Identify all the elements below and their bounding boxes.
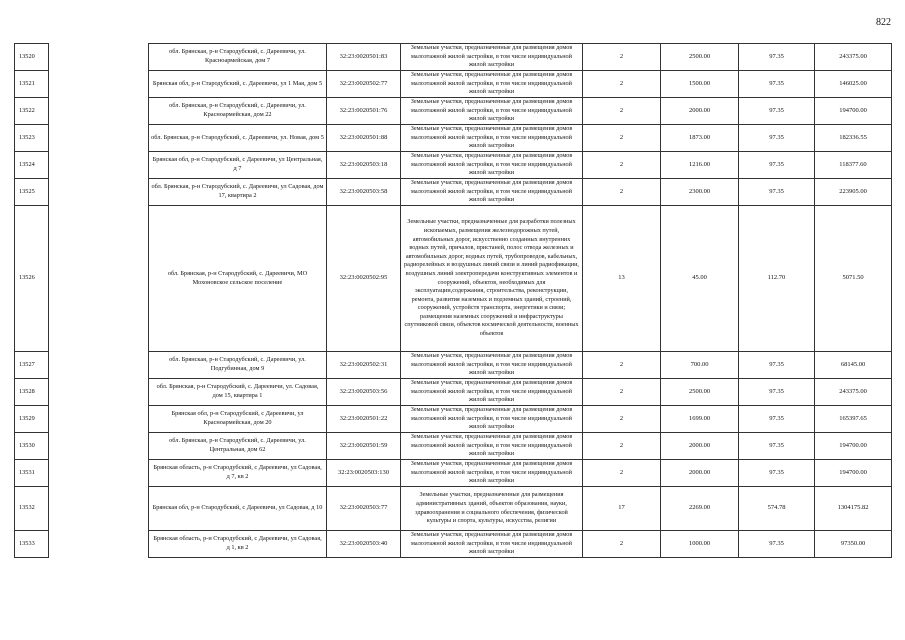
address-cell: обл. Брянская, р-н Стародубский, с. Дареевичи, ул. Новая, дом 5 <box>149 125 327 152</box>
cadastral-value-cell: 243375.00 <box>815 379 892 406</box>
empty-cell <box>49 44 149 71</box>
cadastral-value-cell: 5071.50 <box>815 206 892 352</box>
table-row <box>15 433 892 460</box>
group-cell: 2 <box>583 460 661 487</box>
area-cell: 2500.00 <box>661 379 739 406</box>
specific-value-cell: 97.35 <box>739 152 815 179</box>
table-row <box>15 44 892 71</box>
area-cell: 1699.00 <box>661 406 739 433</box>
table-row <box>15 206 892 352</box>
address-cell: обл. Брянская, р-н Стародубский, с. Дареевичи, ул. Красноармейская, дом 7 <box>149 44 327 71</box>
table-row <box>15 487 892 531</box>
specific-value-cell: 97.35 <box>739 44 815 71</box>
area-cell: 1873.00 <box>661 125 739 152</box>
area-cell: 2500.00 <box>661 44 739 71</box>
row-number: 13529 <box>15 406 49 433</box>
land-use-cell: Земельные участки, предназначенные для размещения домов малоэтажной жилой застройки, в том числе индивидуальной жилой застройки <box>401 179 583 206</box>
row-number: 13522 <box>15 98 49 125</box>
row-number: 13524 <box>15 152 49 179</box>
land-use-cell: Земельные участки, предназначенные для разработки полезных ископаемых, размещения железнодорожных путей, автомобильных дорог, искусственно созданных внутренних водных путей, причалов, пристаней, полос отвода железных и автомобильных дорог, водных путей, трубопроводов, кабельных, радиорелейных и воздушных линий связи и линий радиофикации, воздушных линий электропередачи конструктивных элементов и сооружений, объектов, необходимых для эксплуатации,содержания, строительства, реконструкции, ремонта, развития наземных и подземных зданий, строений, сооружений, устройств транспорта, энергетики и связи; размещения наземных сооружений и инфраструктуры спутниковой связи, объектов космической деятельности, военных объектов <box>401 206 583 352</box>
row-number: 13531 <box>15 460 49 487</box>
address-cell: Брянская область, р-н Стародубский, с Дареевичи, ул Садовая, д 7, кв 2 <box>149 460 327 487</box>
group-cell: 2 <box>583 71 661 98</box>
cadastral-number-cell: 32:23:0020501:83 <box>327 44 401 71</box>
empty-cell <box>49 487 149 531</box>
area-cell: 2300.00 <box>661 179 739 206</box>
address-cell: обл. Брянская, р-н Стародубский, с. Дареевичи, ул Садовая, дом 17, квартира 2 <box>149 179 327 206</box>
table-row <box>15 179 892 206</box>
table-row <box>15 98 892 125</box>
row-number: 13521 <box>15 71 49 98</box>
address-cell: Брянская обл, р-н Стародубский, с Дареевичи, ул Центральная, д 7 <box>149 152 327 179</box>
specific-value-cell: 97.35 <box>739 406 815 433</box>
group-cell: 2 <box>583 98 661 125</box>
specific-value-cell: 97.35 <box>739 179 815 206</box>
land-use-cell: Земельные участки, предназначенные для размещения домов малоэтажной жилой застройки, в том числе индивидуальной жилой застройки <box>401 352 583 379</box>
cadastral-value-cell: 194700.00 <box>815 433 892 460</box>
row-number: 13525 <box>15 179 49 206</box>
cadastral-number-cell: 32:23:0020503:77 <box>327 487 401 531</box>
table-row <box>15 460 892 487</box>
cadastral-number-cell: 32:23:0020503:18 <box>327 152 401 179</box>
empty-cell <box>49 125 149 152</box>
empty-cell <box>49 152 149 179</box>
cadastral-number-cell: 32:23:0020501:76 <box>327 98 401 125</box>
area-cell: 1216.00 <box>661 152 739 179</box>
land-use-cell: Земельные участки, предназначенные для размещения домов малоэтажной жилой застройки, в том числе индивидуальной жилой застройки <box>401 531 583 558</box>
specific-value-cell: 97.35 <box>739 379 815 406</box>
address-cell: Брянская обл, р-н Стародубский, с Дареевичи, ул Красноармейская, дом 20 <box>149 406 327 433</box>
empty-cell <box>49 379 149 406</box>
cadastral-value-cell: 118377.60 <box>815 152 892 179</box>
area-cell: 1000.00 <box>661 531 739 558</box>
row-number: 13527 <box>15 352 49 379</box>
specific-value-cell: 97.35 <box>739 125 815 152</box>
specific-value-cell: 97.35 <box>739 71 815 98</box>
cadastral-number-cell: 32:23:0020503:56 <box>327 379 401 406</box>
land-use-cell: Земельные участки, предназначенные для размещения домов малоэтажной жилой застройки, в том числе индивидуальной жилой застройки <box>401 44 583 71</box>
group-cell: 2 <box>583 44 661 71</box>
row-number: 13523 <box>15 125 49 152</box>
land-use-cell: Земельные участки, предназначенные для размещения домов малоэтажной жилой застройки, в том числе индивидуальной жилой застройки <box>401 125 583 152</box>
address-cell: Брянская обл, р-н Стародубский, с Дареевичи, ул Садовая, д 10 <box>149 487 327 531</box>
specific-value-cell: 97.35 <box>739 352 815 379</box>
empty-cell <box>49 352 149 379</box>
table-row <box>15 71 892 98</box>
cadastral-number-cell: 32:23:0020501:22 <box>327 406 401 433</box>
specific-value-cell: 97.35 <box>739 460 815 487</box>
group-cell: 2 <box>583 531 661 558</box>
cadastral-value-cell: 194700.00 <box>815 98 892 125</box>
cadastral-number-cell: 32:23:0020501:88 <box>327 125 401 152</box>
page-number: 822 <box>876 17 891 28</box>
cadastral-number-cell: 32:23:0020502:77 <box>327 71 401 98</box>
empty-cell <box>49 179 149 206</box>
address-cell: Брянская область, р-н Стародубский, с Дареевичи, ул Садовая, д 1, кв 2 <box>149 531 327 558</box>
cadastral-number-cell: 32:23:0020503:130 <box>327 460 401 487</box>
row-number: 13530 <box>15 433 49 460</box>
land-use-cell: Земельные участки, предназначенные для размещения домов малоэтажной жилой застройки, в том числе индивидуальной жилой застройки <box>401 152 583 179</box>
address-cell: обл. Брянская, р-н Стародубский, с. Дареевичи, ул. Красноармейская, дом 22 <box>149 98 327 125</box>
address-cell: Брянская обл, р-н Стародубский, с. Дареевичи, ул 1 Мая, дом 5 <box>149 71 327 98</box>
empty-cell <box>49 460 149 487</box>
address-cell: обл. Брянская, р-н Стародубский, с. Дареевичи, МО Мохоновское сельское поселение <box>149 206 327 352</box>
table-row <box>15 152 892 179</box>
address-cell: обл. Брянская, р-н Стародубский, с. Дареевичи, ул. Садовая, дом 15, квартира 1 <box>149 379 327 406</box>
cadastral-value-cell: 243375.00 <box>815 44 892 71</box>
table-row <box>15 406 892 433</box>
area-cell: 2000.00 <box>661 433 739 460</box>
table-row <box>15 379 892 406</box>
cadastral-value-cell: 68145.00 <box>815 352 892 379</box>
empty-cell <box>49 406 149 433</box>
row-number: 13526 <box>15 206 49 352</box>
group-cell: 2 <box>583 352 661 379</box>
area-cell: 1500.00 <box>661 71 739 98</box>
cadastral-value-cell: 223905.00 <box>815 179 892 206</box>
cadastral-value-cell: 182336.55 <box>815 125 892 152</box>
group-cell: 2 <box>583 379 661 406</box>
group-cell: 2 <box>583 152 661 179</box>
row-number: 13533 <box>15 531 49 558</box>
table-row <box>15 531 892 558</box>
group-cell: 13 <box>583 206 661 352</box>
land-use-cell: Земельные участки, предназначенные для размещения домов малоэтажной жилой застройки, в том числе индивидуальной жилой застройки <box>401 71 583 98</box>
specific-value-cell: 97.35 <box>739 98 815 125</box>
cadastral-number-cell: 32:23:0020503:40 <box>327 531 401 558</box>
cadastral-number-cell: 32:23:0020502:95 <box>327 206 401 352</box>
address-cell: обл. Брянская, р-н Стародубский, с. Дареевичи, ул. Центральная, дом 62 <box>149 433 327 460</box>
area-cell: 700.00 <box>661 352 739 379</box>
group-cell: 2 <box>583 125 661 152</box>
specific-value-cell: 97.35 <box>739 433 815 460</box>
land-use-cell: Земельные участки, предназначенные для размещения домов малоэтажной жилой застройки, в том числе индивидуальной жилой застройки <box>401 460 583 487</box>
land-use-cell: Земельные участки, предназначенные для размещения домов малоэтажной жилой застройки, в том числе индивидуальной жилой застройки <box>401 433 583 460</box>
cadastral-number-cell: 32:23:0020501:59 <box>327 433 401 460</box>
land-use-cell: Земельные участки, предназначенные для размещения домов малоэтажной жилой застройки, в том числе индивидуальной жилой застройки <box>401 406 583 433</box>
land-use-cell: Земельные участки, предназначенные для размещения домов малоэтажной жилой застройки, в том числе индивидуальной жилой застройки <box>401 379 583 406</box>
table-row <box>15 352 892 379</box>
land-use-cell: Земельные участки, предназначенные для размещения административных зданий, объектов образования, науки, здравоохранения и социального обеспечения, физической культуры и спорта, культуры, искусства, религии <box>401 487 583 531</box>
table-body <box>15 44 892 558</box>
row-number: 13520 <box>15 44 49 71</box>
row-number: 13528 <box>15 379 49 406</box>
empty-cell <box>49 71 149 98</box>
cadastral-number-cell: 32:23:0020503:58 <box>327 179 401 206</box>
specific-value-cell: 574.78 <box>739 487 815 531</box>
address-cell: обл. Брянская, р-н Стародубский, с. Дареевичи, ул. Подгубинная, дом 9 <box>149 352 327 379</box>
land-plots-table <box>14 43 892 558</box>
group-cell: 2 <box>583 179 661 206</box>
cadastral-value-cell: 97350.00 <box>815 531 892 558</box>
area-cell: 2000.00 <box>661 460 739 487</box>
group-cell: 17 <box>583 487 661 531</box>
area-cell: 2000.00 <box>661 98 739 125</box>
empty-cell <box>49 98 149 125</box>
cadastral-value-cell: 146025.00 <box>815 71 892 98</box>
row-number: 13532 <box>15 487 49 531</box>
specific-value-cell: 112.70 <box>739 206 815 352</box>
specific-value-cell: 97.35 <box>739 531 815 558</box>
group-cell: 2 <box>583 406 661 433</box>
empty-cell <box>49 433 149 460</box>
group-cell: 2 <box>583 433 661 460</box>
cadastral-value-cell: 1304175.82 <box>815 487 892 531</box>
cadastral-value-cell: 165397.65 <box>815 406 892 433</box>
empty-cell <box>49 531 149 558</box>
land-use-cell: Земельные участки, предназначенные для размещения домов малоэтажной жилой застройки, в том числе индивидуальной жилой застройки <box>401 98 583 125</box>
cadastral-number-cell: 32:23:0020502:31 <box>327 352 401 379</box>
cadastral-value-cell: 194700.00 <box>815 460 892 487</box>
area-cell: 45.00 <box>661 206 739 352</box>
empty-cell <box>49 206 149 352</box>
area-cell: 2269.00 <box>661 487 739 531</box>
table-row <box>15 125 892 152</box>
